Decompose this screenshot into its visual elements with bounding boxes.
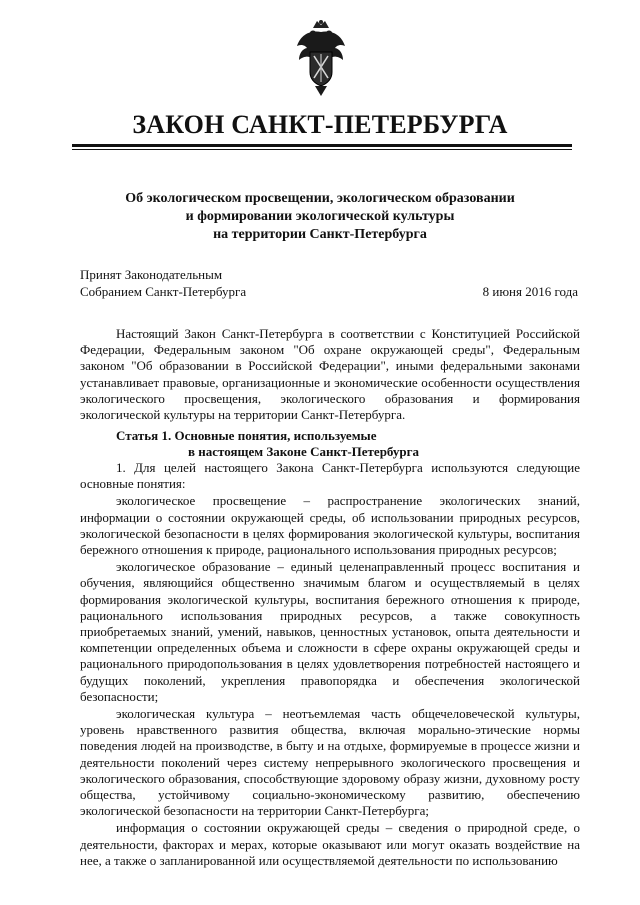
article-paragraph: экологическая культура – неотъемлемая часть общечеловеческой культуры, уровень нравственного развития общества, включая морально-этические нормы поведения людей на производстве, в быту и на отдыхе, формируемые в процессе жизни и деятельности поколений через систему непрерывного экологического просвещения и экологического образования, способствующие здоровому образу жизни, духовному росту общества, устойчивому социально-экономическому развитию, обеспечению экологической безопасности на территории Санкт-Петербурга; bbox=[80, 706, 580, 819]
article-heading-line: в настоящем Законе Санкт-Петербурга bbox=[188, 444, 420, 459]
article-1-heading bbox=[80, 428, 580, 460]
subtitle-line: на территории Санкт-Петербурга bbox=[213, 227, 427, 242]
law-subtitle bbox=[80, 190, 560, 244]
article-paragraph: 1. Для целей настоящего Закона Санкт-Петербурга используются следующие основные понятия: bbox=[80, 460, 580, 492]
preamble-paragraph: Настоящий Закон Санкт-Петербурга в соответствии с Конституцией Российской Федерации, Федеральным законом "Об охране окружающей среды", Федеральным законом "Об образовании в Российской Федерации", иными федеральными законами устанавливает правовые, организационные и экономические особенности осуществления экологического просвещения, экологического образования и формирования экологической культуры на территории Санкт-Петербурга. bbox=[80, 326, 580, 423]
article-paragraph: экологическое просвещение – распространение экологических знаний, информации о состоянии окружающей среды, об использовании природных ресурсов, экологической безопасности в целях формирования экологической культуры, воспитания бережного отношения к природе, рационального использования природных ресурсов; bbox=[80, 493, 580, 558]
adopted-date: 8 июня 2016 года bbox=[482, 284, 578, 299]
coat-of-arms-spb-icon bbox=[293, 18, 349, 98]
subtitle-line: и формировании экологической культуры bbox=[185, 209, 455, 224]
subtitle-line: Об экологическом просвещении, экологическом образовании bbox=[125, 191, 515, 206]
article-1-body bbox=[80, 460, 580, 869]
article-paragraph: экологическое образование – единый целенаправленный процесс воспитания и обучения, являющийся общественно значимым благом и осуществляемый в целях формирования экологической культуры, воспитания бережного отношения к природе, рационального использования природных ресурсов, а также совокупность приобретаемых знаний, умений, навыков, ценностных установок, опыта деятельности и компетенции определенных объема и сложности в сфере охраны окружающей среды и рационального природопользования в целях удовлетворения потребностей настоящего и будущих поколений, укрепления правопорядка и обеспечения экологической безопасности; bbox=[80, 559, 580, 704]
adopted-line: Собранием Санкт-Петербурга bbox=[80, 284, 247, 299]
title-rule-thin bbox=[72, 149, 572, 150]
preamble bbox=[80, 326, 580, 423]
adopted-by bbox=[80, 266, 246, 300]
article-paragraph: информация о состоянии окружающей среды – сведения о природной среде, о деятельности, факторах и мерах, которые оказывают или могут оказать воздействие на нее, а также о запланированной или осуществляемой деятельности по использованию bbox=[80, 820, 580, 868]
adopted-line: Принят Законодательным bbox=[80, 267, 223, 282]
title-rule-thick bbox=[72, 144, 572, 147]
law-title: ЗАКОН САНКТ-ПЕТЕРБУРГА bbox=[132, 110, 508, 139]
article-heading-line: Статья 1. Основные понятия, используемые bbox=[116, 428, 377, 443]
